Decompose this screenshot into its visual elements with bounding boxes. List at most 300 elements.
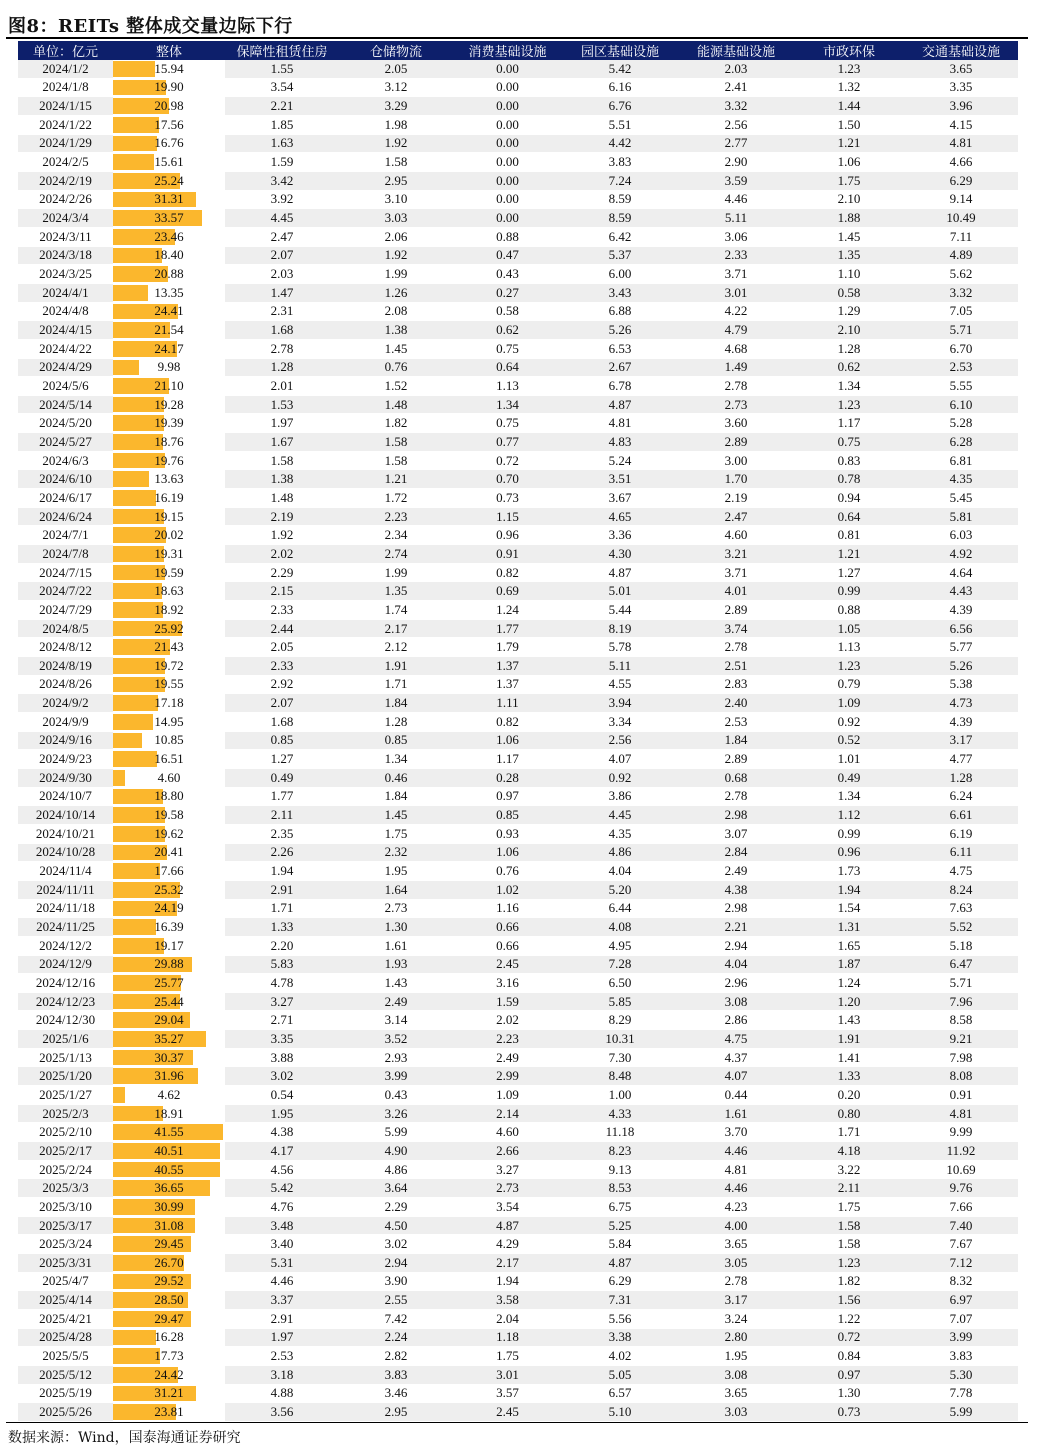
date-cell: 2024/4/1 — [18, 283, 113, 302]
value-cell: 3.43 — [562, 283, 678, 302]
value-cell: 0.81 — [794, 526, 904, 545]
value-cell: 1.55 — [225, 60, 339, 78]
total-value: 24.17 — [154, 340, 184, 356]
value-cell: 0.85 — [225, 731, 339, 750]
value-cell: 2.82 — [339, 1347, 453, 1366]
value-cell: 0.85 — [453, 806, 562, 825]
date-cell: 2024/7/8 — [18, 545, 113, 564]
value-cell: 3.03 — [678, 1403, 794, 1422]
total-bar — [113, 733, 142, 749]
value-cell: 4.15 — [904, 115, 1018, 134]
table-row — [18, 545, 1018, 564]
value-cell: 0.76 — [339, 358, 453, 377]
total-value: 18.80 — [154, 788, 184, 804]
total-value: 25.77 — [154, 974, 184, 990]
total-value: 19.31 — [154, 545, 184, 561]
value-cell: 1.59 — [225, 153, 339, 172]
value-cell: 11.18 — [562, 1123, 678, 1142]
value-cell: 1.95 — [339, 862, 453, 881]
value-cell: 3.07 — [678, 824, 794, 843]
total-value: 29.88 — [154, 956, 184, 972]
value-cell: 6.56 — [904, 619, 1018, 638]
total-value: 40.55 — [154, 1161, 184, 1177]
value-cell: 3.08 — [678, 1365, 794, 1384]
value-cell: 2.84 — [678, 843, 794, 862]
value-cell: 3.52 — [339, 1030, 453, 1049]
total-value: 24.41 — [154, 303, 184, 319]
date-cell: 2024/7/22 — [18, 582, 113, 601]
value-cell: 0.43 — [339, 1086, 453, 1105]
value-cell: 7.31 — [562, 1291, 678, 1310]
value-cell: 1.82 — [794, 1272, 904, 1291]
value-cell: 1.34 — [794, 377, 904, 396]
value-cell: 4.73 — [904, 694, 1018, 713]
value-cell: 2.29 — [225, 563, 339, 582]
total-value: 9.98 — [157, 359, 181, 375]
value-cell: 5.11 — [678, 209, 794, 228]
value-cell: 0.28 — [453, 768, 562, 787]
value-cell: 3.60 — [678, 414, 794, 433]
value-cell: 0.83 — [794, 451, 904, 470]
table-row — [18, 880, 1018, 899]
value-cell: 1.84 — [678, 731, 794, 750]
value-cell: 3.57 — [453, 1384, 562, 1403]
value-cell: 0.76 — [453, 862, 562, 881]
value-cell: 1.23 — [794, 1254, 904, 1273]
value-cell: 2.49 — [339, 992, 453, 1011]
value-cell: 1.52 — [339, 377, 453, 396]
table-row — [18, 787, 1018, 806]
value-cell: 1.06 — [453, 843, 562, 862]
total-value: 18.91 — [154, 1105, 184, 1121]
value-cell: 4.75 — [904, 862, 1018, 881]
value-cell: 4.37 — [678, 1048, 794, 1067]
value-cell: 4.42 — [562, 134, 678, 153]
value-cell: 3.88 — [225, 1048, 339, 1067]
value-cell: 1.94 — [225, 862, 339, 881]
total-cell — [113, 358, 225, 377]
value-cell: 6.11 — [904, 843, 1018, 862]
value-cell: 1.34 — [339, 750, 453, 769]
total-cell — [113, 321, 225, 340]
date-cell: 2024/8/5 — [18, 619, 113, 638]
date-cell: 2024/1/22 — [18, 115, 113, 134]
value-cell: 11.92 — [904, 1142, 1018, 1161]
total-bar — [113, 471, 149, 487]
total-bar — [113, 136, 157, 152]
value-cell: 2.91 — [225, 1309, 339, 1328]
value-cell: 1.73 — [794, 862, 904, 881]
date-cell: 2024/9/16 — [18, 731, 113, 750]
table-row — [18, 302, 1018, 321]
value-cell: 3.36 — [562, 526, 678, 545]
date-cell: 2024/3/18 — [18, 246, 113, 265]
value-cell: 3.90 — [339, 1272, 453, 1291]
value-cell: 1.01 — [794, 750, 904, 769]
value-cell: 1.30 — [794, 1384, 904, 1403]
table-row — [18, 1030, 1018, 1049]
value-cell: 1.58 — [339, 153, 453, 172]
value-cell: 4.07 — [562, 750, 678, 769]
total-cell — [113, 862, 225, 881]
table-row — [18, 750, 1018, 769]
header-row — [18, 41, 1018, 60]
table-row — [18, 936, 1018, 955]
value-cell: 2.41 — [678, 78, 794, 97]
date-cell: 2024/5/20 — [18, 414, 113, 433]
value-cell: 7.07 — [904, 1309, 1018, 1328]
total-cell — [113, 563, 225, 582]
value-cell: 3.35 — [225, 1030, 339, 1049]
value-cell: 2.44 — [225, 619, 339, 638]
value-cell: 6.53 — [562, 339, 678, 358]
value-cell: 0.96 — [453, 526, 562, 545]
table-row — [18, 1067, 1018, 1086]
value-cell: 1.34 — [453, 395, 562, 414]
total-bar — [113, 1087, 125, 1103]
total-value: 30.99 — [154, 1198, 184, 1214]
value-cell: 0.00 — [453, 115, 562, 134]
value-cell: 0.82 — [453, 712, 562, 731]
table-row — [18, 1347, 1018, 1366]
value-cell: 2.86 — [678, 1011, 794, 1030]
date-cell: 2025/3/24 — [18, 1235, 113, 1254]
value-cell: 1.58 — [339, 433, 453, 452]
value-cell: 5.83 — [225, 955, 339, 974]
table-row — [18, 899, 1018, 918]
value-cell: 1.20 — [794, 992, 904, 1011]
value-cell: 3.71 — [678, 563, 794, 582]
value-cell: 1.23 — [794, 657, 904, 676]
value-cell: 7.98 — [904, 1048, 1018, 1067]
total-value: 25.44 — [154, 993, 184, 1009]
total-value: 36.65 — [154, 1180, 184, 1196]
table-row — [18, 1086, 1018, 1105]
value-cell: 1.16 — [453, 899, 562, 918]
value-cell: 1.99 — [339, 563, 453, 582]
total-value: 31.08 — [154, 1217, 184, 1233]
value-cell: 4.29 — [453, 1235, 562, 1254]
date-cell: 2024/10/21 — [18, 824, 113, 843]
total-value: 17.66 — [154, 863, 184, 879]
date-cell: 2024/5/14 — [18, 395, 113, 414]
total-value: 13.35 — [154, 284, 184, 300]
value-cell: 0.47 — [453, 246, 562, 265]
value-cell: 2.06 — [339, 227, 453, 246]
value-cell: 0.66 — [453, 918, 562, 937]
table-body — [18, 60, 1018, 1421]
date-cell: 2024/9/23 — [18, 750, 113, 769]
value-cell: 1.59 — [453, 992, 562, 1011]
value-cell: 0.77 — [453, 433, 562, 452]
value-cell: 2.23 — [339, 507, 453, 526]
date-cell: 2024/3/25 — [18, 265, 113, 284]
value-cell: 9.99 — [904, 1123, 1018, 1142]
total-cell — [113, 1384, 225, 1403]
value-cell: 1.71 — [339, 675, 453, 694]
value-cell: 1.74 — [339, 601, 453, 620]
table-row — [18, 824, 1018, 843]
value-cell: 3.22 — [794, 1160, 904, 1179]
date-cell: 2024/10/7 — [18, 787, 113, 806]
table-row — [18, 1291, 1018, 1310]
total-cell — [113, 227, 225, 246]
value-cell: 2.89 — [678, 433, 794, 452]
value-cell: 3.65 — [678, 1384, 794, 1403]
value-cell: 4.81 — [904, 1104, 1018, 1123]
value-cell: 3.32 — [678, 97, 794, 116]
value-cell: 0.84 — [794, 1347, 904, 1366]
date-cell: 2024/12/30 — [18, 1011, 113, 1030]
date-cell: 2024/1/8 — [18, 78, 113, 97]
table-row — [18, 731, 1018, 750]
total-cell — [113, 265, 225, 284]
value-cell: 1.77 — [453, 619, 562, 638]
value-cell: 4.39 — [904, 712, 1018, 731]
total-bar — [113, 919, 156, 935]
value-cell: 2.73 — [453, 1179, 562, 1198]
value-cell: 1.61 — [678, 1104, 794, 1123]
value-cell: 3.83 — [339, 1365, 453, 1384]
value-cell: 10.69 — [904, 1160, 1018, 1179]
value-cell: 7.30 — [562, 1048, 678, 1067]
total-value: 19.62 — [154, 825, 184, 841]
table-row — [18, 955, 1018, 974]
table-row — [18, 171, 1018, 190]
value-cell: 2.78 — [678, 787, 794, 806]
value-cell: 7.96 — [904, 992, 1018, 1011]
value-cell: 1.41 — [794, 1048, 904, 1067]
value-cell: 2.90 — [678, 153, 794, 172]
total-value: 16.28 — [154, 1329, 184, 1345]
value-cell: 2.21 — [678, 918, 794, 937]
value-cell: 2.94 — [339, 1254, 453, 1273]
total-cell — [113, 955, 225, 974]
value-cell: 2.19 — [225, 507, 339, 526]
value-cell: 6.29 — [904, 171, 1018, 190]
total-bar — [113, 154, 154, 170]
total-cell — [113, 470, 225, 489]
value-cell: 2.31 — [225, 302, 339, 321]
value-cell: 1.70 — [678, 470, 794, 489]
value-cell: 5.26 — [562, 321, 678, 340]
value-cell: 4.79 — [678, 321, 794, 340]
value-cell: 1.18 — [453, 1328, 562, 1347]
value-cell: 0.20 — [794, 1086, 904, 1105]
value-cell: 0.58 — [794, 283, 904, 302]
value-cell: 1.28 — [794, 339, 904, 358]
total-cell — [113, 1123, 225, 1142]
value-cell: 0.93 — [453, 824, 562, 843]
value-cell: 5.85 — [562, 992, 678, 1011]
value-cell: 3.40 — [225, 1235, 339, 1254]
value-cell: 1.09 — [794, 694, 904, 713]
table-row — [18, 265, 1018, 284]
value-cell: 1.99 — [339, 265, 453, 284]
value-cell: 0.92 — [794, 712, 904, 731]
value-cell: 0.00 — [453, 153, 562, 172]
value-cell: 2.93 — [339, 1048, 453, 1067]
total-value: 19.28 — [154, 396, 184, 412]
date-cell: 2025/1/27 — [18, 1086, 113, 1105]
value-cell: 8.23 — [562, 1142, 678, 1161]
total-value: 18.40 — [154, 247, 184, 263]
value-cell: 0.73 — [794, 1403, 904, 1422]
total-bar — [113, 1348, 160, 1364]
value-cell: 0.92 — [562, 768, 678, 787]
table-row — [18, 470, 1018, 489]
total-cell — [113, 190, 225, 209]
value-cell: 3.65 — [904, 60, 1018, 78]
total-cell — [113, 974, 225, 993]
total-cell — [113, 657, 225, 676]
value-cell: 2.19 — [678, 489, 794, 508]
total-bar — [113, 490, 156, 506]
total-value: 20.88 — [154, 266, 184, 282]
value-cell: 4.35 — [562, 824, 678, 843]
value-cell: 1.54 — [794, 899, 904, 918]
value-cell: 2.03 — [225, 265, 339, 284]
value-cell: 5.55 — [904, 377, 1018, 396]
value-cell: 1.56 — [794, 1291, 904, 1310]
value-cell: 0.91 — [904, 1086, 1018, 1105]
value-cell: 2.10 — [794, 321, 904, 340]
total-value: 10.85 — [154, 732, 184, 748]
value-cell: 5.01 — [562, 582, 678, 601]
value-cell: 0.49 — [225, 768, 339, 787]
date-cell: 2024/6/17 — [18, 489, 113, 508]
value-cell: 1.06 — [453, 731, 562, 750]
date-cell: 2024/5/6 — [18, 377, 113, 396]
total-value: 33.57 — [154, 210, 184, 226]
value-cell: 8.29 — [562, 1011, 678, 1030]
value-cell: 2.94 — [678, 936, 794, 955]
total-cell — [113, 1365, 225, 1384]
value-cell: 1.93 — [339, 955, 453, 974]
value-cell: 2.33 — [225, 601, 339, 620]
value-cell: 3.02 — [225, 1067, 339, 1086]
value-cell: 0.75 — [794, 433, 904, 452]
value-cell: 4.60 — [453, 1123, 562, 1142]
value-cell: 6.19 — [904, 824, 1018, 843]
value-cell: 4.92 — [904, 545, 1018, 564]
total-value: 19.90 — [154, 79, 184, 95]
value-cell: 0.49 — [794, 768, 904, 787]
value-cell: 0.00 — [453, 190, 562, 209]
table-row — [18, 1272, 1018, 1291]
value-cell: 1.64 — [339, 880, 453, 899]
value-cell: 1.00 — [562, 1086, 678, 1105]
value-cell: 5.05 — [562, 1365, 678, 1384]
date-cell: 2025/3/3 — [18, 1179, 113, 1198]
date-cell: 2025/2/10 — [18, 1123, 113, 1142]
value-cell: 1.58 — [794, 1235, 904, 1254]
date-cell: 2024/8/12 — [18, 638, 113, 657]
value-cell: 7.12 — [904, 1254, 1018, 1273]
value-cell: 2.98 — [678, 806, 794, 825]
value-cell: 1.79 — [453, 638, 562, 657]
total-cell — [113, 1030, 225, 1049]
total-cell — [113, 880, 225, 899]
value-cell: 1.53 — [225, 395, 339, 414]
value-cell: 3.05 — [678, 1254, 794, 1273]
value-cell: 2.03 — [678, 60, 794, 78]
value-cell: 5.78 — [562, 638, 678, 657]
value-cell: 1.84 — [339, 694, 453, 713]
date-cell: 2024/12/23 — [18, 992, 113, 1011]
value-cell: 9.21 — [904, 1030, 1018, 1049]
value-cell: 9.14 — [904, 190, 1018, 209]
value-cell: 0.96 — [794, 843, 904, 862]
total-value: 31.21 — [154, 1385, 184, 1401]
value-cell: 3.00 — [678, 451, 794, 470]
total-value: 28.50 — [154, 1292, 184, 1308]
value-cell: 1.30 — [339, 918, 453, 937]
value-cell: 1.49 — [678, 358, 794, 377]
value-cell: 1.92 — [339, 246, 453, 265]
total-value: 30.37 — [154, 1049, 184, 1065]
table-row — [18, 1123, 1018, 1142]
total-value: 31.31 — [154, 191, 184, 207]
total-cell — [113, 843, 225, 862]
value-cell: 6.44 — [562, 899, 678, 918]
value-cell: 3.24 — [678, 1309, 794, 1328]
value-cell: 0.78 — [794, 470, 904, 489]
value-cell: 2.07 — [225, 694, 339, 713]
table-row — [18, 134, 1018, 153]
value-cell: 3.17 — [904, 731, 1018, 750]
value-cell: 5.28 — [904, 414, 1018, 433]
column-header: 交通基础设施 — [904, 41, 1018, 60]
value-cell: 5.42 — [562, 60, 678, 78]
total-value: 19.76 — [154, 452, 184, 468]
value-cell: 3.16 — [453, 974, 562, 993]
total-bar — [113, 714, 153, 730]
total-cell — [113, 489, 225, 508]
date-cell: 2025/2/3 — [18, 1104, 113, 1123]
total-bar — [113, 61, 155, 77]
value-cell: 2.77 — [678, 134, 794, 153]
value-cell: 4.86 — [562, 843, 678, 862]
value-cell: 2.73 — [678, 395, 794, 414]
date-cell: 2024/10/14 — [18, 806, 113, 825]
value-cell: 8.59 — [562, 190, 678, 209]
value-cell: 5.44 — [562, 601, 678, 620]
value-cell: 4.50 — [339, 1216, 453, 1235]
table-row — [18, 97, 1018, 116]
value-cell: 3.42 — [225, 171, 339, 190]
value-cell: 5.11 — [562, 657, 678, 676]
value-cell: 2.55 — [339, 1291, 453, 1310]
value-cell: 6.70 — [904, 339, 1018, 358]
value-cell: 1.45 — [339, 339, 453, 358]
value-cell: 2.33 — [225, 657, 339, 676]
value-cell: 2.34 — [339, 526, 453, 545]
value-cell: 0.75 — [453, 414, 562, 433]
total-cell — [113, 1309, 225, 1328]
value-cell: 5.26 — [904, 657, 1018, 676]
value-cell: 3.54 — [453, 1198, 562, 1217]
value-cell: 4.22 — [678, 302, 794, 321]
value-cell: 4.78 — [225, 974, 339, 993]
figure-title: 图8：REITs 整体成交量边际下行 — [8, 16, 293, 37]
value-cell: 0.70 — [453, 470, 562, 489]
column-header: 消费基础设施 — [453, 41, 562, 60]
table-row — [18, 1235, 1018, 1254]
total-cell — [113, 134, 225, 153]
value-cell: 1.33 — [794, 1067, 904, 1086]
table-row — [18, 843, 1018, 862]
